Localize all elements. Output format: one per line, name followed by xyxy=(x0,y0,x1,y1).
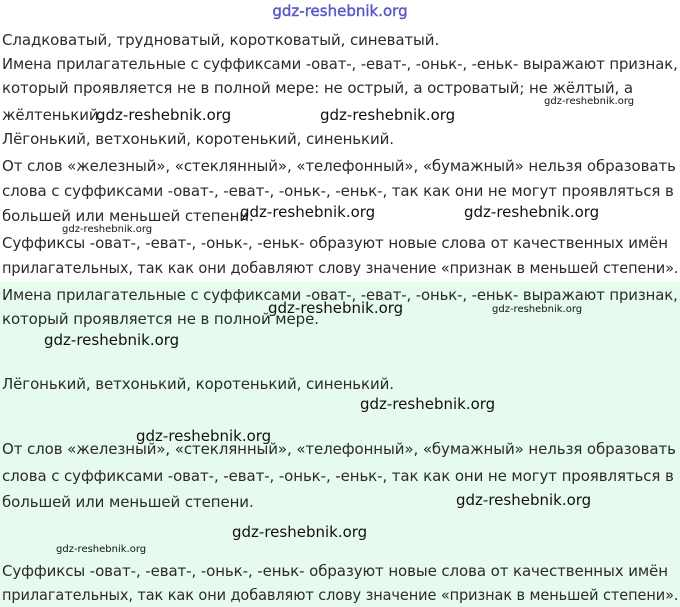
watermark-text: gdz-reshebnik.org xyxy=(492,304,583,315)
watermark-text: gdz-reshebnik.org xyxy=(96,106,232,124)
watermark-text: gdz-reshebnik.org xyxy=(44,331,180,349)
answer-line: жёлтенький. xyxy=(2,106,104,124)
answer-line: прилагательных, так как они добавляют слову значение «признак в меньшей степени». xyxy=(2,259,679,277)
answer-line: слова с суффиксами -оват-, -еват-, -оньк-, -еньк-, так как они не могут проявляться в xyxy=(2,182,674,200)
answer-line: большей или меньшей степени. xyxy=(2,207,254,225)
highlight-line: который проявляется не в полной мере. xyxy=(2,310,319,328)
watermark-text: gdz-reshebnik.org xyxy=(232,523,368,541)
watermark-text: gdz-reshebnik.org xyxy=(544,96,635,107)
answer-line: который проявляется не в полной мере: не острый, а островатый; не жёлтый, а xyxy=(2,79,633,97)
answer-line: Суффиксы -оват-, -еват-, -оньк-, -еньк- образуют новые слова от качественных имён xyxy=(2,234,668,252)
watermark-text: gdz-reshebnik.org xyxy=(464,203,600,221)
answer-line: Сладковатый, трудноватый, коротковатый, синеватый. xyxy=(2,31,440,49)
watermark-text: gdz-reshebnik.org xyxy=(136,427,272,445)
highlight-line: слова с суффиксами -оват-, -еват-, -оньк-, -еньк-, так как они не могут проявляться в xyxy=(2,467,674,485)
watermark-text: gdz-reshebnik.org xyxy=(320,106,456,124)
watermark-text: gdz-reshebnik.org xyxy=(456,491,592,509)
answer-line: От слов «железный», «стеклянный», «телефонный», «бумажный» нельзя образовать xyxy=(2,157,676,175)
watermark-text: gdz-reshebnik.org xyxy=(240,203,376,221)
watermark-text: gdz-reshebnik.org xyxy=(62,224,153,235)
answer-line: Лёгонький, ветхонький, коротенький, синенький. xyxy=(2,130,394,148)
answer-line: Имена прилагательные с суффиксами -оват-, -еват-, -оньк-, -еньк- выражают признак, xyxy=(2,55,678,73)
watermark-text: gdz-reshebnik.org xyxy=(360,395,496,413)
watermark-text: gdz-reshebnik.org xyxy=(56,544,147,555)
highlight-line: большей или меньшей степени. xyxy=(2,493,254,511)
highlight-line: Лёгонький, ветхонький, коротенький, синенький. xyxy=(2,375,394,393)
highlight-line: прилагательных, так как они добавляют слову значение «признак в меньшей степени». xyxy=(2,586,679,604)
watermark-text: gdz-reshebnik.org xyxy=(268,299,404,317)
highlight-line: Суффиксы -оват-, -еват-, -оньк-, -еньк- образуют новые слова от качественных имён xyxy=(2,562,668,580)
highlight-line: От слов «железный», «стеклянный», «телефонный», «бумажный» нельзя образовать xyxy=(2,440,676,458)
site-header-watermark: gdz-reshebnik.org xyxy=(272,2,408,20)
highlight-line: Имена прилагательные с суффиксами -оват-, -еват-, -оньк-, -еньк- выражают признак, xyxy=(2,286,678,304)
